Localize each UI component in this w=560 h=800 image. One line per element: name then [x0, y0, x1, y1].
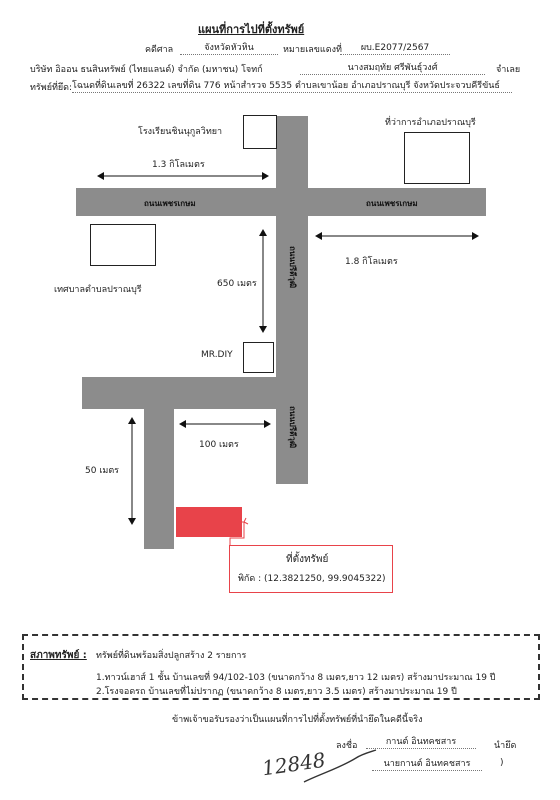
sign-name: กานต์ อินทคชสาร — [366, 734, 476, 749]
printed-name: นายกานต์ อินทคชสาร — [372, 756, 482, 771]
callout-title: ที่ตั้งทรัพย์ — [286, 554, 329, 565]
callout-coordinates: พิกัด : (12.3821250, 99.9045322) — [238, 574, 386, 584]
distance-650m: 650 เมตร — [217, 279, 257, 289]
property-label: ทรัพย์ที่ยึด: — [30, 83, 73, 93]
road-label-pridiwut-lower: ถนนปรีดีวุฒิ — [288, 406, 297, 449]
distance-50m: 50 เมตร — [85, 466, 120, 476]
property-value: โฉนดที่ดินเลขที่ 26322 เลขที่ดิน 776 หน้าสำรวจ 5535 ตำบลเขาน้อย อำเภอปราณบุรี จังหวัดประจวบคีรีขันธ์ — [72, 78, 512, 93]
case-number-label: หมายเลขแดงที่ — [283, 45, 342, 55]
landmark-district-office-label: ที่ว่าการอำเภอปราณบุรี — [385, 118, 476, 128]
case-number-value: ผบ.E2077/2567 — [340, 40, 450, 55]
distance-100m: 100 เมตร — [199, 440, 239, 450]
landmark-municipality-label: เทศบาลตำบลปราณบุรี — [54, 285, 142, 295]
landmark-mrdiy-label: MR.DIY — [201, 350, 233, 360]
landmark-school-label: โรงเรียนชินนุกูลวิทยา — [138, 127, 223, 137]
printed-name-close: ) — [500, 758, 504, 768]
callout-leader-tick — [244, 518, 248, 524]
distance-1-8km: 1.8 กิโลเมตร — [345, 257, 398, 267]
property-marker — [176, 507, 242, 537]
handwritten-number: 12848 — [260, 747, 327, 781]
sign-label: ลงชื่อ — [336, 741, 358, 751]
road-label-phetkasem-left: ถนนเพชรเกษม — [144, 199, 196, 208]
defendant-label: จำเลย — [496, 65, 521, 75]
status-label: สภาพทรัพย์ : — [30, 650, 87, 661]
defendant-name: นางสมฤทัย ศรีพันธุ์วงศ์ — [300, 60, 485, 75]
court-value: จังหวัดหัวหิน — [180, 40, 278, 55]
court-label: คดีศาล — [145, 45, 174, 55]
distance-1-3km: 1.3 กิโลเมตร — [152, 160, 205, 170]
certify-text: ข้าพเจ้าขอรับรองว่าเป็นแผนที่การไปที่ตั้งทรัพย์ที่นำยึดในคดีนี้จริง — [172, 715, 423, 725]
document-title: แผนที่การไปที่ตั้งทรัพย์ — [198, 23, 305, 36]
property-callout — [229, 545, 393, 593]
sign-role: นำยึด — [494, 741, 517, 751]
plaintiff-text: บริษัท อิออน ธนสินทรัพย์ (ไทยแลนด์) จำกัด (มหาชน) โจทก์ — [30, 65, 263, 75]
handwritten-scribble — [300, 748, 380, 788]
status-summary: ทรัพย์ที่ดินพร้อมสิ่งปลูกสร้าง 2 รายการ — [96, 651, 247, 661]
road-label-phetkasem-right: ถนนเพชรเกษม — [366, 199, 418, 208]
status-item-1: 1.ทาวน์เฮาส์ 1 ชั้น บ้านเลขที่ 94/102-103 (ขนาดกว้าง 8 เมตร,ยาว 12 เมตร) สร้างมาประมาณ 19 ปี — [96, 673, 496, 683]
road-label-pridiwut-upper: ถนนปรีดีวุฒิ — [288, 246, 297, 289]
status-item-2: 2.โรงจอดรถ บ้านเลขที่ไม่ปรากฏ (ขนาดกว้าง 8 เมตร,ยาว 3.5 เมตร) สร้างมาประมาณ 19 ปี — [96, 687, 457, 697]
